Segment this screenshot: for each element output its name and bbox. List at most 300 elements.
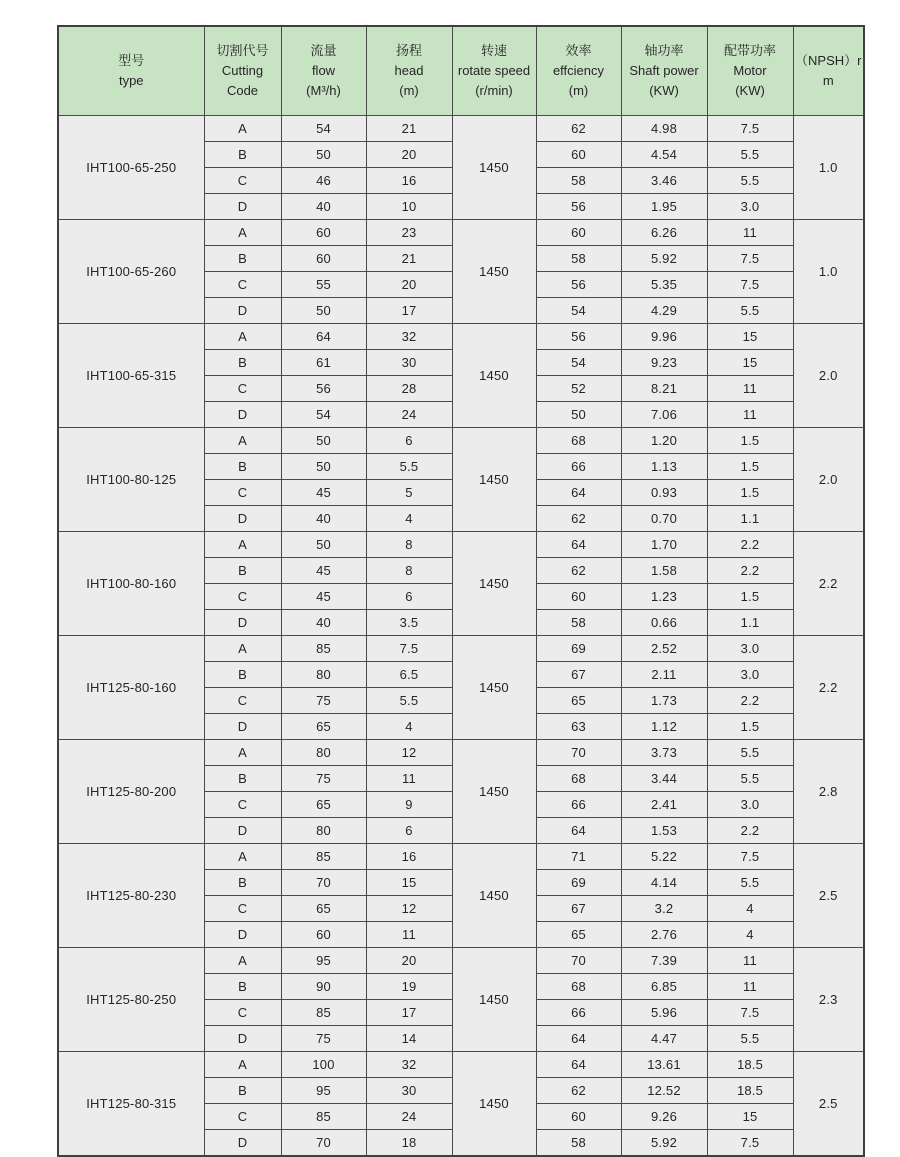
table-row <box>58 636 864 662</box>
flow-cell: 50 <box>281 532 366 558</box>
shaft-power-cell: 2.41 <box>621 792 707 818</box>
motor-power-cell: 2.2 <box>707 688 793 714</box>
cutting-code-cell: B <box>204 350 281 376</box>
header-speed-unit: (r/min) <box>475 83 513 99</box>
efficiency-cell: 62 <box>536 506 621 532</box>
cutting-code-cell: B <box>204 246 281 272</box>
motor-power-cell: 1.1 <box>707 506 793 532</box>
efficiency-cell: 69 <box>536 870 621 896</box>
shaft-power-cell: 4.54 <box>621 142 707 168</box>
efficiency-cell: 62 <box>536 1078 621 1104</box>
efficiency-cell: 71 <box>536 844 621 870</box>
pump-spec-table <box>57 25 865 1157</box>
head-cell: 24 <box>366 402 452 428</box>
shaft-power-cell: 0.66 <box>621 610 707 636</box>
flow-cell: 60 <box>281 220 366 246</box>
flow-cell: 56 <box>281 376 366 402</box>
header-cell-npsh <box>793 26 864 116</box>
flow-cell: 54 <box>281 402 366 428</box>
shaft-power-cell: 1.70 <box>621 532 707 558</box>
header-row <box>58 26 864 116</box>
motor-power-cell: 11 <box>707 376 793 402</box>
motor-power-cell: 5.5 <box>707 870 793 896</box>
head-cell: 15 <box>366 870 452 896</box>
motor-power-cell: 5.5 <box>707 1026 793 1052</box>
cutting-code-cell: B <box>204 454 281 480</box>
motor-power-cell: 7.5 <box>707 1130 793 1157</box>
header-motor-zh: 配带功率 <box>723 42 776 58</box>
header-eff-en: effciency <box>552 62 605 78</box>
motor-power-cell: 3.0 <box>707 662 793 688</box>
efficiency-cell: 56 <box>536 272 621 298</box>
header-motor-unit: (KW) <box>735 83 765 99</box>
efficiency-cell: 62 <box>536 558 621 584</box>
efficiency-cell: 64 <box>536 1052 621 1078</box>
motor-power-cell: 7.5 <box>707 116 793 142</box>
rotate-speed-cell: 1450 <box>452 948 536 1052</box>
efficiency-cell: 66 <box>536 792 621 818</box>
shaft-power-cell: 3.73 <box>621 740 707 766</box>
efficiency-cell: 52 <box>536 376 621 402</box>
efficiency-cell: 64 <box>536 532 621 558</box>
efficiency-cell: 58 <box>536 1130 621 1157</box>
flow-cell: 80 <box>281 818 366 844</box>
flow-cell: 40 <box>281 506 366 532</box>
motor-power-cell: 18.5 <box>707 1052 793 1078</box>
head-cell: 20 <box>366 272 452 298</box>
motor-power-cell: 7.5 <box>707 1000 793 1026</box>
shaft-power-cell: 3.44 <box>621 766 707 792</box>
header-shaft-en: Shaft power <box>629 62 699 78</box>
flow-cell: 45 <box>281 558 366 584</box>
shaft-power-cell: 2.11 <box>621 662 707 688</box>
header-npsh-line1: （NPSH）r <box>795 52 862 68</box>
motor-power-cell: 5.5 <box>707 168 793 194</box>
head-cell: 30 <box>366 350 452 376</box>
header-cell-head <box>366 26 452 116</box>
cutting-code-cell: C <box>204 168 281 194</box>
header-motor-en: Motor <box>733 62 767 78</box>
head-cell: 20 <box>366 142 452 168</box>
efficiency-cell: 67 <box>536 896 621 922</box>
shaft-power-cell: 5.22 <box>621 844 707 870</box>
cutting-code-cell: C <box>204 480 281 506</box>
header-cell-shaft-power <box>621 26 707 116</box>
head-cell: 11 <box>366 766 452 792</box>
shaft-power-cell: 0.93 <box>621 480 707 506</box>
cutting-code-cell: C <box>204 584 281 610</box>
cutting-code-cell: A <box>204 740 281 766</box>
motor-power-cell: 7.5 <box>707 844 793 870</box>
flow-cell: 65 <box>281 896 366 922</box>
rotate-speed-cell: 1450 <box>452 116 536 220</box>
efficiency-cell: 56 <box>536 194 621 220</box>
cutting-code-cell: D <box>204 194 281 220</box>
shaft-power-cell: 8.21 <box>621 376 707 402</box>
flow-cell: 60 <box>281 922 366 948</box>
head-cell: 8 <box>366 558 452 584</box>
header-head-en: head <box>394 62 424 78</box>
efficiency-cell: 68 <box>536 428 621 454</box>
shaft-power-cell: 7.06 <box>621 402 707 428</box>
efficiency-cell: 60 <box>536 220 621 246</box>
shaft-power-cell: 1.73 <box>621 688 707 714</box>
cutting-code-cell: C <box>204 688 281 714</box>
efficiency-cell: 58 <box>536 610 621 636</box>
motor-power-cell: 11 <box>707 402 793 428</box>
flow-cell: 40 <box>281 610 366 636</box>
head-cell: 11 <box>366 922 452 948</box>
flow-cell: 46 <box>281 168 366 194</box>
cutting-code-cell: B <box>204 142 281 168</box>
header-cutting-zh: 切割代号 <box>216 42 269 58</box>
npsh-cell: 2.8 <box>793 740 864 844</box>
efficiency-cell: 63 <box>536 714 621 740</box>
head-cell: 4 <box>366 506 452 532</box>
shaft-power-cell: 3.2 <box>621 896 707 922</box>
header-head-zh: 扬程 <box>395 42 422 58</box>
cutting-code-cell: C <box>204 376 281 402</box>
header-cell-flow <box>281 26 366 116</box>
cutting-code-cell: A <box>204 324 281 350</box>
head-cell: 12 <box>366 740 452 766</box>
shaft-power-cell: 4.47 <box>621 1026 707 1052</box>
head-cell: 20 <box>366 948 452 974</box>
shaft-power-cell: 1.12 <box>621 714 707 740</box>
table-row <box>58 844 864 870</box>
header-type-zh: 型号 <box>118 52 145 68</box>
rotate-speed-cell: 1450 <box>452 324 536 428</box>
shaft-power-cell: 9.96 <box>621 324 707 350</box>
motor-power-cell: 15 <box>707 350 793 376</box>
flow-cell: 45 <box>281 480 366 506</box>
efficiency-cell: 66 <box>536 1000 621 1026</box>
head-cell: 21 <box>366 246 452 272</box>
cutting-code-cell: B <box>204 1078 281 1104</box>
header-head-unit: (m) <box>399 83 419 99</box>
header-eff-unit: (m) <box>568 83 589 99</box>
motor-power-cell: 5.5 <box>707 740 793 766</box>
cutting-code-cell: A <box>204 220 281 246</box>
motor-power-cell: 3.0 <box>707 194 793 220</box>
head-cell: 17 <box>366 298 452 324</box>
head-cell: 32 <box>366 1052 452 1078</box>
flow-cell: 80 <box>281 740 366 766</box>
efficiency-cell: 56 <box>536 324 621 350</box>
flow-cell: 65 <box>281 792 366 818</box>
table-row <box>58 740 864 766</box>
motor-power-cell: 2.2 <box>707 558 793 584</box>
flow-cell: 50 <box>281 428 366 454</box>
efficiency-cell: 64 <box>536 818 621 844</box>
rotate-speed-cell: 1450 <box>452 220 536 324</box>
cutting-code-cell: B <box>204 870 281 896</box>
motor-power-cell: 1.1 <box>707 610 793 636</box>
head-cell: 19 <box>366 974 452 1000</box>
cutting-code-cell: A <box>204 636 281 662</box>
shaft-power-cell: 1.23 <box>621 584 707 610</box>
head-cell: 24 <box>366 1104 452 1130</box>
head-cell: 6 <box>366 428 452 454</box>
head-cell: 16 <box>366 168 452 194</box>
flow-cell: 85 <box>281 636 366 662</box>
motor-power-cell: 3.0 <box>707 636 793 662</box>
npsh-cell: 1.0 <box>793 220 864 324</box>
head-cell: 3.5 <box>366 610 452 636</box>
head-cell: 8 <box>366 532 452 558</box>
cutting-code-cell: C <box>204 1104 281 1130</box>
npsh-cell: 2.5 <box>793 1052 864 1157</box>
motor-power-cell: 7.5 <box>707 272 793 298</box>
head-cell: 9 <box>366 792 452 818</box>
table-row <box>58 948 864 974</box>
model-cell: IHT100-65-315 <box>58 324 204 428</box>
shaft-power-cell: 9.26 <box>621 1104 707 1130</box>
head-cell: 5 <box>366 480 452 506</box>
efficiency-cell: 67 <box>536 662 621 688</box>
efficiency-cell: 54 <box>536 298 621 324</box>
flow-cell: 50 <box>281 142 366 168</box>
shaft-power-cell: 5.96 <box>621 1000 707 1026</box>
cutting-code-cell: B <box>204 558 281 584</box>
flow-cell: 100 <box>281 1052 366 1078</box>
model-cell: IHT100-80-125 <box>58 428 204 532</box>
shaft-power-cell: 5.92 <box>621 246 707 272</box>
table-row <box>58 1052 864 1078</box>
model-cell: IHT100-80-160 <box>58 532 204 636</box>
motor-power-cell: 1.5 <box>707 454 793 480</box>
flow-cell: 90 <box>281 974 366 1000</box>
flow-cell: 54 <box>281 116 366 142</box>
flow-cell: 85 <box>281 844 366 870</box>
head-cell: 6 <box>366 818 452 844</box>
table-row <box>58 532 864 558</box>
efficiency-cell: 70 <box>536 948 621 974</box>
flow-cell: 85 <box>281 1000 366 1026</box>
header-speed-en: rotate speed <box>457 62 531 78</box>
table-row <box>58 428 864 454</box>
rotate-speed-cell: 1450 <box>452 1052 536 1157</box>
cutting-code-cell: D <box>204 922 281 948</box>
cutting-code-cell: D <box>204 610 281 636</box>
shaft-power-cell: 1.20 <box>621 428 707 454</box>
motor-power-cell: 2.2 <box>707 532 793 558</box>
shaft-power-cell: 6.85 <box>621 974 707 1000</box>
flow-cell: 64 <box>281 324 366 350</box>
header-cutting-unit: Code <box>226 83 259 99</box>
table-row <box>58 116 864 142</box>
shaft-power-cell: 2.52 <box>621 636 707 662</box>
cutting-code-cell: A <box>204 116 281 142</box>
header-npsh-line2: m <box>822 73 834 88</box>
model-cell: IHT125-80-160 <box>58 636 204 740</box>
efficiency-cell: 50 <box>536 402 621 428</box>
header-shaft-zh: 轴功率 <box>644 42 684 58</box>
cutting-code-cell: D <box>204 1026 281 1052</box>
efficiency-cell: 64 <box>536 480 621 506</box>
flow-cell: 50 <box>281 298 366 324</box>
motor-power-cell: 7.5 <box>707 246 793 272</box>
shaft-power-cell: 7.39 <box>621 948 707 974</box>
flow-cell: 50 <box>281 454 366 480</box>
flow-cell: 75 <box>281 1026 366 1052</box>
rotate-speed-cell: 1450 <box>452 844 536 948</box>
flow-cell: 95 <box>281 948 366 974</box>
npsh-cell: 2.5 <box>793 844 864 948</box>
model-cell: IHT125-80-200 <box>58 740 204 844</box>
flow-cell: 65 <box>281 714 366 740</box>
cutting-code-cell: C <box>204 896 281 922</box>
shaft-power-cell: 5.92 <box>621 1130 707 1157</box>
cutting-code-cell: C <box>204 272 281 298</box>
flow-cell: 70 <box>281 1130 366 1157</box>
flow-cell: 80 <box>281 662 366 688</box>
header-flow-zh: 流量 <box>310 42 337 58</box>
flow-cell: 40 <box>281 194 366 220</box>
head-cell: 6.5 <box>366 662 452 688</box>
motor-power-cell: 18.5 <box>707 1078 793 1104</box>
header-cell-motor-power <box>707 26 793 116</box>
flow-cell: 95 <box>281 1078 366 1104</box>
shaft-power-cell: 1.95 <box>621 194 707 220</box>
header-type-en: type <box>118 73 144 88</box>
head-cell: 12 <box>366 896 452 922</box>
shaft-power-cell: 5.35 <box>621 272 707 298</box>
header-cell-type <box>58 26 204 116</box>
cutting-code-cell: A <box>204 428 281 454</box>
header-speed-zh: 转速 <box>480 42 507 58</box>
motor-power-cell: 1.5 <box>707 428 793 454</box>
rotate-speed-cell: 1450 <box>452 428 536 532</box>
cutting-code-cell: B <box>204 662 281 688</box>
shaft-power-cell: 4.14 <box>621 870 707 896</box>
header-flow-en: flow <box>311 62 336 78</box>
efficiency-cell: 66 <box>536 454 621 480</box>
cutting-code-cell: A <box>204 844 281 870</box>
motor-power-cell: 5.5 <box>707 142 793 168</box>
shaft-power-cell: 12.52 <box>621 1078 707 1104</box>
cutting-code-cell: D <box>204 506 281 532</box>
flow-cell: 75 <box>281 766 366 792</box>
efficiency-cell: 68 <box>536 974 621 1000</box>
head-cell: 23 <box>366 220 452 246</box>
rotate-speed-cell: 1450 <box>452 636 536 740</box>
shaft-power-cell: 3.46 <box>621 168 707 194</box>
flow-cell: 61 <box>281 350 366 376</box>
header-cell-cutting-code <box>204 26 281 116</box>
shaft-power-cell: 1.53 <box>621 818 707 844</box>
head-cell: 7.5 <box>366 636 452 662</box>
npsh-cell: 2.3 <box>793 948 864 1052</box>
shaft-power-cell: 6.26 <box>621 220 707 246</box>
cutting-code-cell: C <box>204 792 281 818</box>
head-cell: 14 <box>366 1026 452 1052</box>
flow-cell: 55 <box>281 272 366 298</box>
shaft-power-cell: 2.76 <box>621 922 707 948</box>
head-cell: 18 <box>366 1130 452 1157</box>
head-cell: 5.5 <box>366 454 452 480</box>
shaft-power-cell: 9.23 <box>621 350 707 376</box>
motor-power-cell: 4 <box>707 922 793 948</box>
efficiency-cell: 64 <box>536 1026 621 1052</box>
efficiency-cell: 69 <box>536 636 621 662</box>
model-cell: IHT100-65-260 <box>58 220 204 324</box>
motor-power-cell: 4 <box>707 896 793 922</box>
model-cell: IHT125-80-315 <box>58 1052 204 1157</box>
npsh-cell: 2.0 <box>793 428 864 532</box>
head-cell: 17 <box>366 1000 452 1026</box>
shaft-power-cell: 1.58 <box>621 558 707 584</box>
npsh-cell: 2.2 <box>793 532 864 636</box>
head-cell: 16 <box>366 844 452 870</box>
cutting-code-cell: D <box>204 818 281 844</box>
npsh-cell: 2.0 <box>793 324 864 428</box>
cutting-code-cell: B <box>204 974 281 1000</box>
head-cell: 4 <box>366 714 452 740</box>
motor-power-cell: 1.5 <box>707 480 793 506</box>
cutting-code-cell: A <box>204 532 281 558</box>
motor-power-cell: 11 <box>707 220 793 246</box>
cutting-code-cell: C <box>204 1000 281 1026</box>
efficiency-cell: 70 <box>536 740 621 766</box>
head-cell: 30 <box>366 1078 452 1104</box>
cutting-code-cell: D <box>204 402 281 428</box>
efficiency-cell: 65 <box>536 688 621 714</box>
flow-cell: 75 <box>281 688 366 714</box>
efficiency-cell: 54 <box>536 350 621 376</box>
head-cell: 28 <box>366 376 452 402</box>
rotate-speed-cell: 1450 <box>452 532 536 636</box>
model-cell: IHT125-80-230 <box>58 844 204 948</box>
table-row <box>58 324 864 350</box>
header-eff-zh: 效率 <box>565 42 592 58</box>
motor-power-cell: 3.0 <box>707 792 793 818</box>
header-cell-rotate-speed <box>452 26 536 116</box>
model-cell: IHT100-65-250 <box>58 116 204 220</box>
motor-power-cell: 5.5 <box>707 298 793 324</box>
table-row <box>58 220 864 246</box>
shaft-power-cell: 1.13 <box>621 454 707 480</box>
motor-power-cell: 2.2 <box>707 818 793 844</box>
head-cell: 10 <box>366 194 452 220</box>
motor-power-cell: 15 <box>707 1104 793 1130</box>
header-shaft-unit: (KW) <box>649 83 679 99</box>
motor-power-cell: 11 <box>707 948 793 974</box>
head-cell: 21 <box>366 116 452 142</box>
motor-power-cell: 15 <box>707 324 793 350</box>
cutting-code-cell: D <box>204 298 281 324</box>
cutting-code-cell: D <box>204 714 281 740</box>
flow-cell: 60 <box>281 246 366 272</box>
motor-power-cell: 11 <box>707 974 793 1000</box>
cutting-code-cell: A <box>204 948 281 974</box>
flow-cell: 85 <box>281 1104 366 1130</box>
efficiency-cell: 65 <box>536 922 621 948</box>
shaft-power-cell: 4.29 <box>621 298 707 324</box>
efficiency-cell: 58 <box>536 168 621 194</box>
efficiency-cell: 62 <box>536 116 621 142</box>
shaft-power-cell: 13.61 <box>621 1052 707 1078</box>
shaft-power-cell: 0.70 <box>621 506 707 532</box>
head-cell: 32 <box>366 324 452 350</box>
flow-cell: 70 <box>281 870 366 896</box>
efficiency-cell: 60 <box>536 1104 621 1130</box>
efficiency-cell: 60 <box>536 142 621 168</box>
head-cell: 5.5 <box>366 688 452 714</box>
motor-power-cell: 1.5 <box>707 714 793 740</box>
header-cutting-en: Cutting <box>221 62 264 78</box>
cutting-code-cell: D <box>204 1130 281 1157</box>
